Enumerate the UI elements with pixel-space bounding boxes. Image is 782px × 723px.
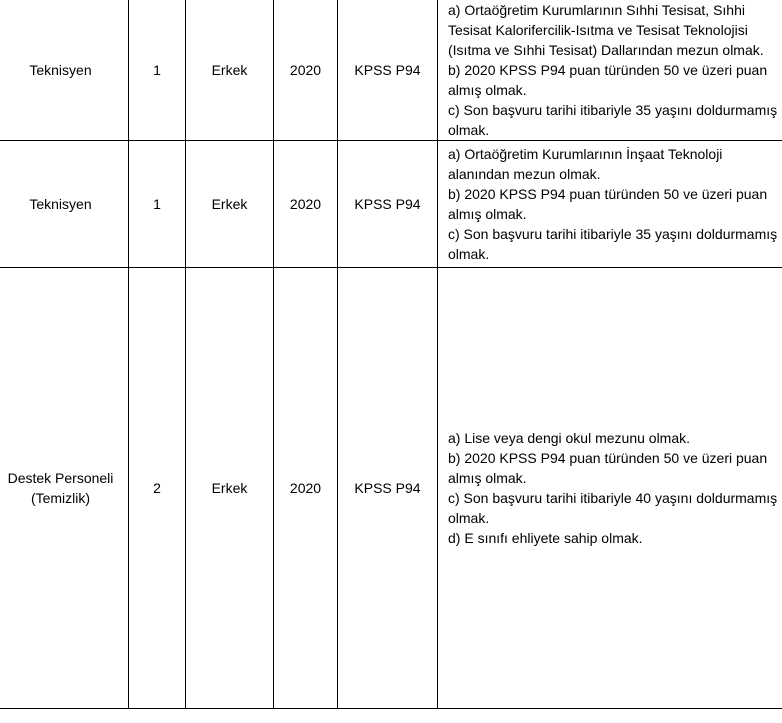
requirement-line: b) 2020 KPSS P94 puan türünden 50 ve üzeri puan: [448, 186, 768, 202]
requirement-line: Tesisat Kalorifercilik-Isıtma ve Tesisat Teknolojisi: [448, 21, 748, 38]
year-cell: 2020: [274, 141, 338, 268]
requirement-line: c) Son başvuru tarihi itibariyle 40 yaşını doldurmamış: [448, 490, 778, 506]
requirements-cell: [438, 268, 782, 709]
requirement-line: (Isıtma ve Sıhhi Tesisat) Dallarından mezun olmak.: [448, 41, 764, 58]
requirement-line: almış olmak.: [448, 206, 527, 222]
count-cell: 1: [129, 0, 186, 141]
requirement-line: d) E sınıfı ehliyete sahip olmak.: [448, 530, 643, 546]
count-cell: 1: [129, 141, 186, 268]
count-cell: 2: [129, 268, 186, 709]
position-cell: [0, 268, 129, 709]
requirement-line: b) 2020 KPSS P94 puan türünden 50 ve üzeri puan: [448, 61, 768, 78]
year-cell: 2020: [274, 0, 338, 141]
gender-cell: Erkek: [186, 268, 274, 709]
score-type-cell: KPSS P94: [338, 0, 438, 141]
requirement-line: olmak.: [448, 510, 490, 526]
table-row: [0, 0, 782, 141]
gender-cell: Erkek: [186, 0, 274, 141]
position-name: (Temizlik): [30, 490, 91, 506]
requirement-line: alanından mezun olmak.: [448, 166, 601, 182]
requirement-line: almış olmak.: [448, 470, 527, 486]
score-type-cell: KPSS P94: [338, 268, 438, 709]
requirements-cell: [438, 141, 782, 268]
position-name: Teknisyen: [29, 61, 92, 78]
score-type-cell: KPSS P94: [338, 141, 438, 268]
position-name: Teknisyen: [29, 196, 92, 212]
year-cell: 2020: [274, 268, 338, 709]
position-name: Destek Personeli: [7, 470, 114, 486]
requirement-line: c) Son başvuru tarihi itibariyle 35 yaşını doldurmamış: [448, 226, 778, 242]
gender-cell: Erkek: [186, 141, 274, 268]
table-row: [0, 268, 782, 709]
requirement-line: b) 2020 KPSS P94 puan türünden 50 ve üzeri puan: [448, 450, 768, 466]
table-row: [0, 141, 782, 268]
position-cell: [0, 141, 129, 268]
requirement-line: almış olmak.: [448, 81, 527, 98]
requirement-line: a) Ortaöğretim Kurumlarının İnşaat Teknoloji: [448, 146, 723, 162]
requirements-cell: [438, 0, 782, 141]
requirement-line: olmak.: [448, 121, 490, 138]
position-cell: [0, 0, 129, 141]
requirement-line: a) Ortaöğretim Kurumlarının Sıhhi Tesisat, Sıhhi: [448, 1, 745, 18]
requirement-line: olmak.: [448, 246, 490, 262]
requirement-line: a) Lise veya dengi okul mezunu olmak.: [448, 430, 691, 446]
requirement-line: c) Son başvuru tarihi itibariyle 35 yaşını doldurmamış: [448, 101, 778, 118]
